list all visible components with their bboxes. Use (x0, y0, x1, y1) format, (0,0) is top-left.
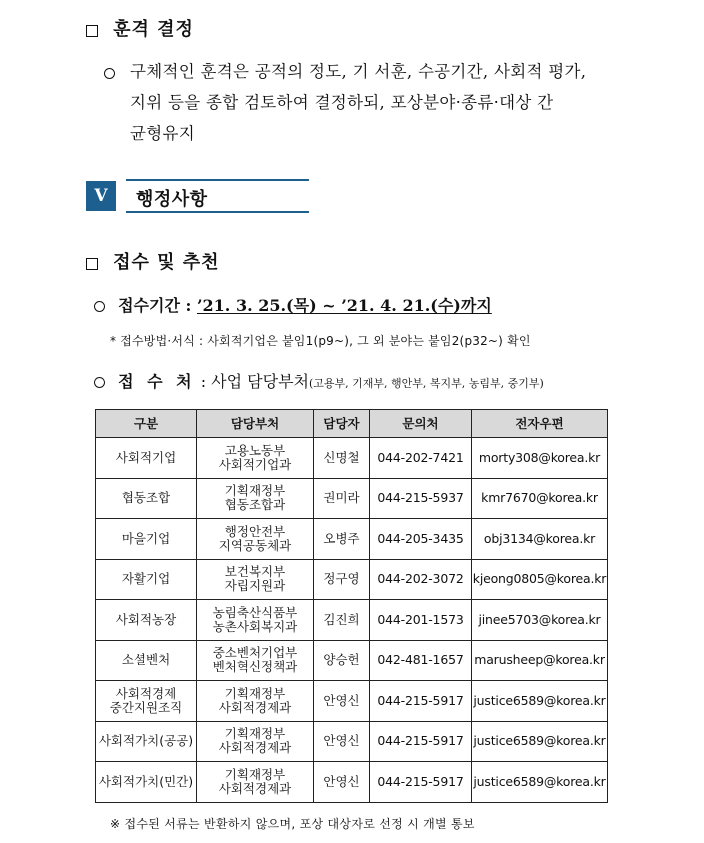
cell-person (314, 762, 370, 803)
cell-person (314, 640, 370, 681)
cell-department (197, 640, 314, 681)
cell-department-text: 보건복지부 (224, 564, 286, 580)
cell-phone-text: 044-202-3072 (377, 571, 464, 587)
cell-category: 사회적기업 (96, 438, 197, 479)
table-row (96, 762, 608, 803)
table-row (96, 478, 608, 519)
cell-phone-text: 042-481-1657 (377, 652, 464, 668)
cell-person-text: 신명철 (323, 449, 360, 465)
cell-phone-text: 044-215-5917 (377, 773, 464, 789)
cell-department-text: 사회적경제과 (218, 699, 292, 715)
cell-person-text: 김진희 (323, 611, 360, 627)
cell-email-text: morty308@korea.kr (478, 449, 601, 465)
cell-phone (370, 681, 472, 722)
cell-person (314, 559, 370, 600)
section-heading-award-grade (86, 15, 194, 41)
cell-phone (370, 478, 472, 519)
office-separator: : (195, 372, 212, 391)
cell-email (472, 681, 608, 722)
cell-phone-text: 044-205-3435 (377, 530, 464, 546)
cell-phone (370, 438, 472, 479)
cell-category: 사회적경제 중간지원조직 (96, 681, 197, 722)
cell-email-text: marusheep@korea.kr (474, 652, 605, 668)
section-title: 훈격 결정 (113, 19, 194, 40)
cell-person-text: 안영신 (323, 692, 360, 708)
header-category: 구분 (96, 410, 197, 438)
cell-person-text: 오병주 (323, 530, 360, 546)
square-bullet-icon (86, 258, 98, 270)
submission-period (94, 293, 492, 316)
cell-department-text: 사회적경제과 (218, 740, 292, 756)
header-phone: 문의처 (370, 410, 472, 438)
table-row (96, 600, 608, 641)
table-row (96, 438, 608, 479)
cell-department-text: 기획재정부 (224, 685, 286, 701)
cell-department-text: 협동조합과 (224, 497, 286, 513)
cell-department-text: 사회적경제과 (218, 780, 292, 796)
cell-department (197, 478, 314, 519)
cell-phone (370, 762, 472, 803)
cell-department-text: 농림축산식품부 (212, 604, 298, 620)
submission-office (94, 369, 544, 392)
cell-person-text: 정구영 (323, 571, 360, 587)
bullet-circle-icon (104, 58, 115, 83)
cell-email (472, 438, 608, 479)
cell-email-text: kmr7670@korea.kr (481, 490, 598, 506)
cell-category: 소셜벤처 (96, 640, 197, 681)
cell-email (472, 519, 608, 560)
cell-email (472, 478, 608, 519)
cell-email (472, 559, 608, 600)
cell-person-text: 권미라 (323, 490, 360, 506)
cell-category: 자활기업 (96, 559, 197, 600)
cell-department (197, 559, 314, 600)
period-value: ’21. 3. 25.(목) ~ ’21. 4. 21.(수)까지 (196, 296, 492, 315)
cell-category: 마을기업 (96, 519, 197, 560)
paragraph-line: 구체적인 훈격은 공적의 정도, 기 서훈, 수공기간, 사회적 평가, (130, 62, 587, 81)
cell-category: 사회적가치(민간) (96, 762, 197, 803)
contact-table (95, 409, 608, 803)
chapter-bottom-rule (126, 211, 309, 213)
cell-department-text: 행정안전부 (224, 523, 286, 539)
table-row (96, 721, 608, 762)
cell-person-text: 안영신 (323, 773, 360, 789)
bullet-circle-icon (94, 377, 105, 388)
cell-email (472, 640, 608, 681)
cell-category: 협동조합 (96, 478, 197, 519)
chapter-number-box: V (86, 181, 116, 211)
cell-department-text: 사회적기업과 (218, 456, 292, 472)
cell-person (314, 681, 370, 722)
footnote: ※ 접수된 서류는 반환하지 않으며, 포상 대상자로 선정 시 개별 통보 (110, 817, 475, 831)
square-bullet-icon (86, 25, 98, 37)
contact-table-wrapper (95, 409, 608, 803)
cell-phone (370, 559, 472, 600)
cell-email-text: obj3134@korea.kr (483, 530, 596, 546)
section-heading-submission (86, 248, 220, 274)
chapter-title: 행정사항 (136, 189, 208, 210)
cell-phone (370, 640, 472, 681)
cell-phone (370, 600, 472, 641)
cell-email-text: justice6589@korea.kr (473, 692, 606, 708)
cell-person-text: 양승헌 (323, 652, 360, 668)
method-note: * 접수방법·서식 : 사회적기업은 붙임1(p9~), 그 외 분야는 붙임2(p32~) 확인 (110, 334, 531, 348)
cell-email-text: kjeong0805@korea.kr (472, 571, 607, 587)
cell-department-text: 벤처혁신정책과 (212, 659, 298, 675)
table-row (96, 559, 608, 600)
cell-email-text: jinee5703@korea.kr (478, 611, 601, 627)
cell-person (314, 478, 370, 519)
cell-person-text: 안영신 (323, 733, 360, 749)
office-value: 사업 담당부처 (211, 372, 309, 391)
cell-department (197, 438, 314, 479)
cell-department (197, 600, 314, 641)
cell-department (197, 519, 314, 560)
header-department: 담당부처 (197, 410, 314, 438)
cell-department-text: 자립지원과 (224, 578, 286, 594)
office-detail: (고용부, 기재부, 행안부, 복지부, 농림부, 중기부) (309, 377, 544, 390)
cell-email (472, 721, 608, 762)
cell-department (197, 681, 314, 722)
cell-phone (370, 721, 472, 762)
cell-email-text: justice6589@korea.kr (473, 733, 606, 749)
cell-person (314, 519, 370, 560)
cell-person (314, 600, 370, 641)
bullet-circle-icon (94, 301, 105, 312)
cell-department-text: 기획재정부 (224, 483, 286, 499)
table-row (96, 519, 608, 560)
cell-department-text: 고용노동부 (224, 442, 286, 458)
cell-person (314, 721, 370, 762)
cell-department (197, 721, 314, 762)
header-email: 전자우편 (472, 410, 608, 438)
paragraph-line: 균형유지 (130, 124, 195, 143)
paragraph-line: 지위 등을 종합 검토하여 결정하되, 포상분야·종류·대상 간 (130, 93, 554, 112)
cell-department-text: 지역공동체과 (218, 537, 292, 553)
cell-email (472, 600, 608, 641)
cell-email (472, 762, 608, 803)
cell-category: 사회적농장 (96, 600, 197, 641)
cell-phone-text: 044-201-1573 (377, 611, 464, 627)
cell-phone (370, 519, 472, 560)
cell-phone-text: 044-215-5917 (377, 692, 464, 708)
cell-email-text: justice6589@korea.kr (473, 773, 606, 789)
cell-person (314, 438, 370, 479)
cell-phone-text: 044-215-5937 (377, 490, 464, 506)
table-row (96, 640, 608, 681)
cell-department (197, 762, 314, 803)
cell-department-text: 중소벤처기업부 (212, 645, 298, 661)
header-person: 담당자 (314, 410, 370, 438)
cell-department-text: 기획재정부 (224, 766, 286, 782)
office-label: 접 수 처 (118, 372, 196, 391)
award-grade-paragraph (130, 56, 630, 149)
cell-category: 사회적가치(공공) (96, 721, 197, 762)
cell-phone-text: 044-202-7421 (377, 449, 464, 465)
section-title: 접수 및 추천 (113, 252, 220, 273)
cell-department-text: 농촌사회복지과 (212, 618, 298, 634)
period-label: 접수기간 : (118, 296, 197, 315)
table-header-row (96, 410, 608, 438)
table-row (96, 681, 608, 722)
chapter-top-rule (126, 179, 309, 181)
cell-department-text: 기획재정부 (224, 726, 286, 742)
cell-phone-text: 044-215-5917 (377, 733, 464, 749)
